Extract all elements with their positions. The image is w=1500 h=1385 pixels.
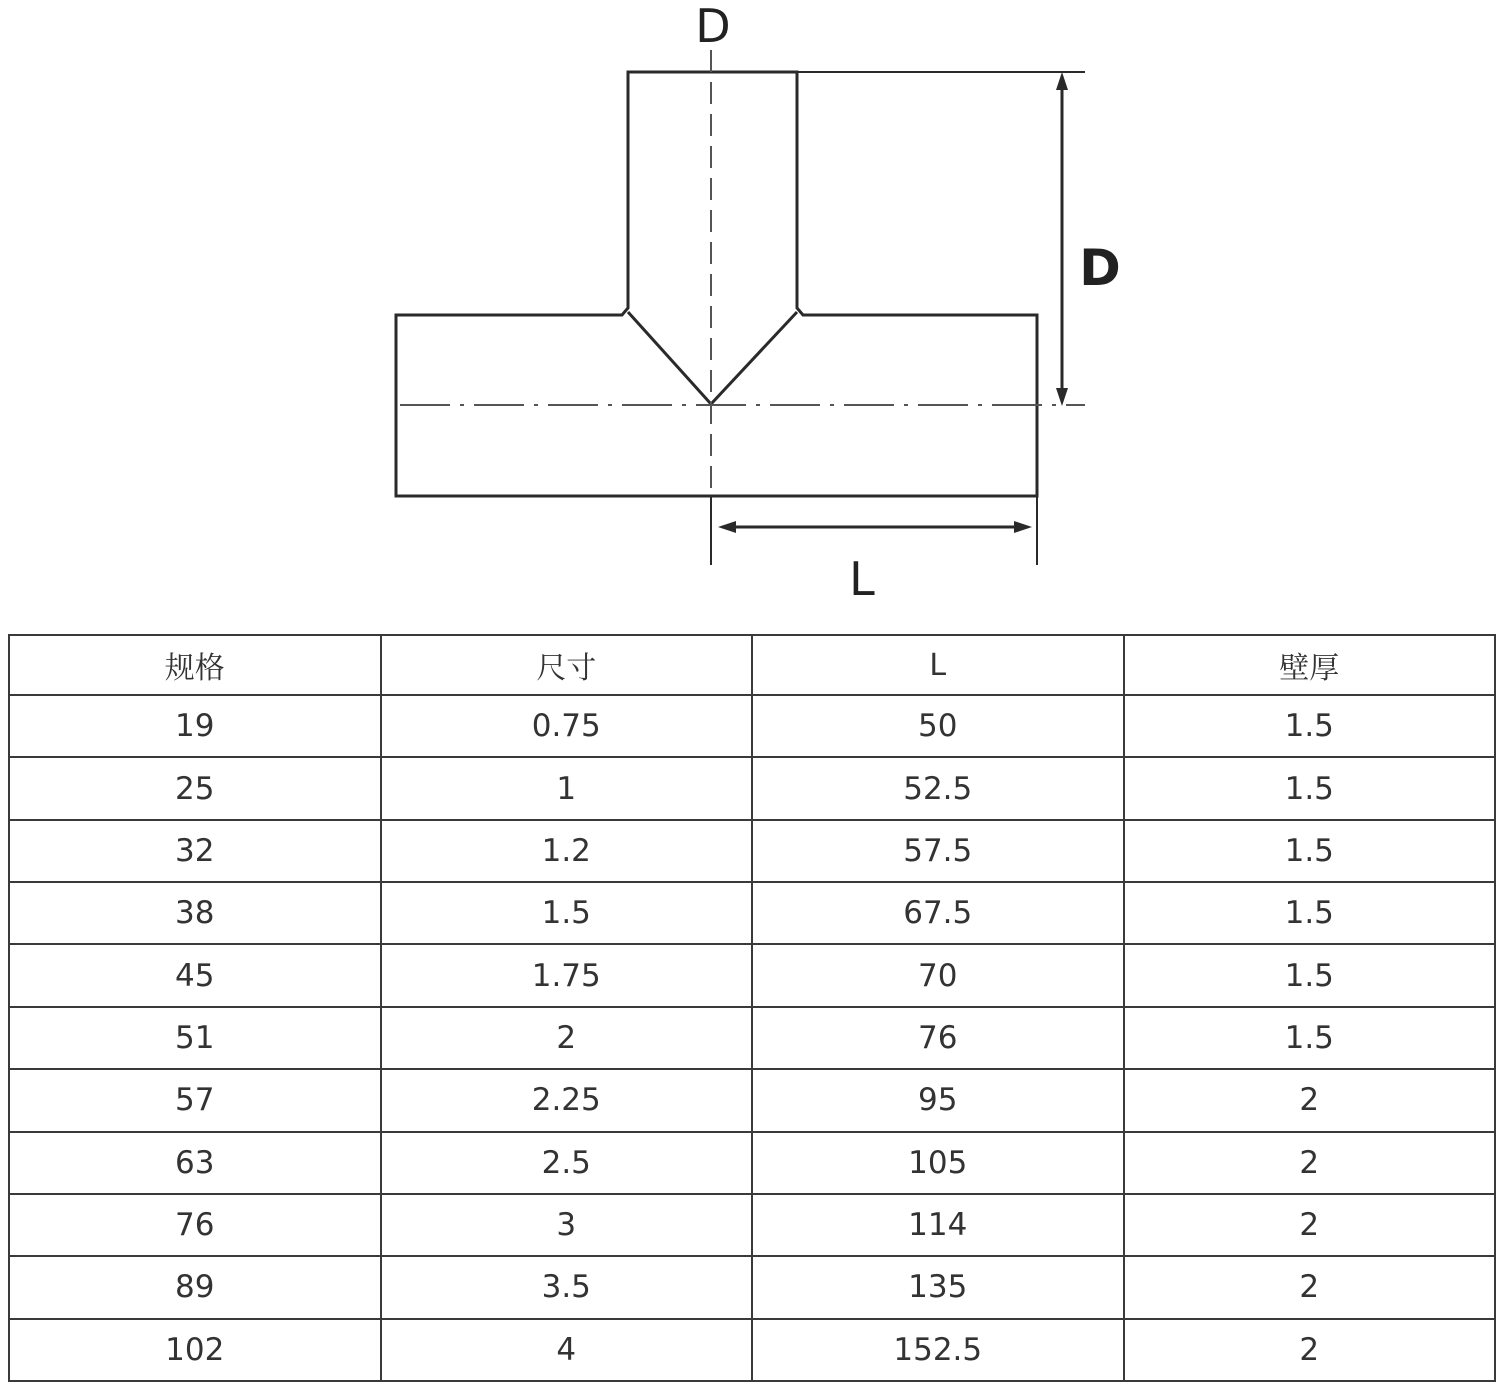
- table-row: [9, 1007, 1495, 1069]
- cell-wall-thickness: 1.5: [1124, 944, 1496, 1006]
- table-row: [9, 820, 1495, 882]
- cell-spec: 63: [9, 1132, 381, 1194]
- table-row: [9, 1069, 1495, 1131]
- cell-spec: 51: [9, 1007, 381, 1069]
- cell-spec: 76: [9, 1194, 381, 1256]
- weld-v-lines: [628, 312, 797, 404]
- height-arrow-bottom: [1056, 388, 1068, 406]
- tee-outline: [396, 72, 1037, 496]
- spec-table: [8, 634, 1496, 1382]
- table-row: [9, 695, 1495, 757]
- cell-wall-thickness: 1.5: [1124, 1007, 1496, 1069]
- cell-length: 70: [752, 944, 1124, 1006]
- table-row: [9, 1194, 1495, 1256]
- table-row: [9, 757, 1495, 819]
- cell-wall-thickness: 1.5: [1124, 695, 1496, 757]
- cell-length: 105: [752, 1132, 1124, 1194]
- header-spec: 规格: [9, 635, 381, 695]
- cell-length: 76: [752, 1007, 1124, 1069]
- cell-length: 95: [752, 1069, 1124, 1131]
- cell-spec: 25: [9, 757, 381, 819]
- cell-length: 50: [752, 695, 1124, 757]
- height-dimension-label: D: [1079, 239, 1121, 297]
- table-row: [9, 1256, 1495, 1318]
- cell-spec: 19: [9, 695, 381, 757]
- cell-wall-thickness: 2: [1124, 1194, 1496, 1256]
- header-length: L: [752, 635, 1124, 695]
- cell-spec: 38: [9, 882, 381, 944]
- height-arrow-top: [1056, 72, 1068, 90]
- cell-spec: 89: [9, 1256, 381, 1318]
- cell-length: 152.5: [752, 1319, 1124, 1381]
- header-wall-thickness: 壁厚: [1124, 635, 1496, 695]
- cell-spec: 102: [9, 1319, 381, 1381]
- cell-size: 1.5: [381, 882, 753, 944]
- length-arrow-right: [1014, 521, 1032, 533]
- cell-size: 1.75: [381, 944, 753, 1006]
- branch-diameter-label: D: [695, 0, 731, 53]
- cell-length: 52.5: [752, 757, 1124, 819]
- cell-wall-thickness: 1.5: [1124, 757, 1496, 819]
- cell-length: 135: [752, 1256, 1124, 1318]
- cell-size: 1: [381, 757, 753, 819]
- cell-spec: 45: [9, 944, 381, 1006]
- table-body: [9, 695, 1495, 1381]
- table-header: [9, 635, 1495, 695]
- cell-size: 2.5: [381, 1132, 753, 1194]
- cell-size: 3: [381, 1194, 753, 1256]
- cell-size: 2: [381, 1007, 753, 1069]
- cell-wall-thickness: 2: [1124, 1132, 1496, 1194]
- table-row: [9, 944, 1495, 1006]
- cell-wall-thickness: 1.5: [1124, 820, 1496, 882]
- cell-spec: 57: [9, 1069, 381, 1131]
- cell-wall-thickness: 2: [1124, 1069, 1496, 1131]
- cell-length: 67.5: [752, 882, 1124, 944]
- tee-fitting-diagram: [0, 0, 1500, 620]
- cell-size: 1.2: [381, 820, 753, 882]
- cell-spec: 32: [9, 820, 381, 882]
- table-header-row: [9, 635, 1495, 695]
- cell-wall-thickness: 2: [1124, 1319, 1496, 1381]
- table-row: [9, 882, 1495, 944]
- table-row: [9, 1319, 1495, 1381]
- cell-size: 3.5: [381, 1256, 753, 1318]
- cell-wall-thickness: 1.5: [1124, 882, 1496, 944]
- cell-size: 2.25: [381, 1069, 753, 1131]
- cell-length: 114: [752, 1194, 1124, 1256]
- length-dimension-label: L: [849, 552, 875, 606]
- length-arrow-left: [718, 521, 736, 533]
- cell-size: 0.75: [381, 695, 753, 757]
- cell-length: 57.5: [752, 820, 1124, 882]
- cell-size: 4: [381, 1319, 753, 1381]
- table-row: [9, 1132, 1495, 1194]
- cell-wall-thickness: 2: [1124, 1256, 1496, 1318]
- header-size: 尺寸: [381, 635, 753, 695]
